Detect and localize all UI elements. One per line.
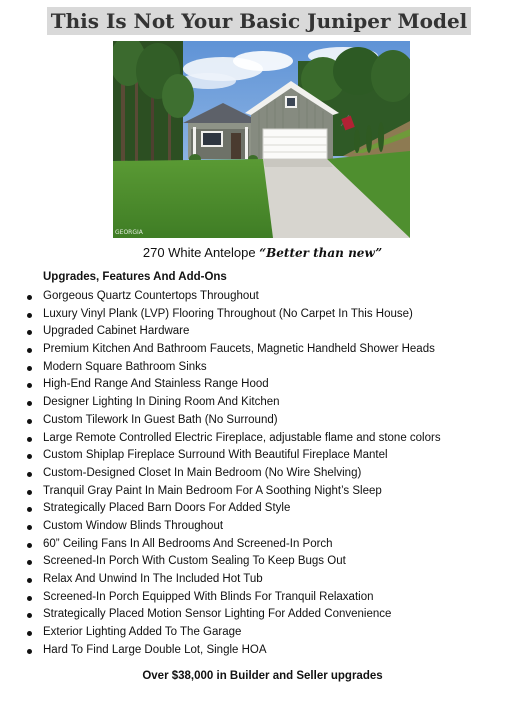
list-item-text: High-End Range And Stainless Range Hood: [43, 378, 269, 391]
list-item-text: Designer Lighting In Dining Room And Kitchen: [43, 396, 280, 409]
list-item-text: Upgraded Cabinet Hardware: [43, 325, 190, 338]
bullet-icon: [27, 631, 32, 636]
list-item-text: Screened-In Porch With Custom Sealing To Keep Bugs Out: [43, 555, 346, 568]
house-photo-illustration: [113, 41, 410, 238]
list-item-text: Custom Shiplap Fireplace Surround With Beautiful Fireplace Mantel: [43, 449, 388, 462]
listing-address: 270 White Antelope: [142, 245, 256, 260]
bullet-icon: [27, 313, 32, 318]
list-item-text: Large Remote Controlled Electric Fireplace, adjustable flame and stone colors: [43, 431, 441, 444]
bullet-icon: [27, 490, 32, 495]
list-item-text: Screened-In Porch Equipped With Blinds For Tranquil Relaxation: [43, 590, 374, 603]
photo-watermark: GEORGIA: [115, 229, 143, 236]
list-item-text: Strategically Placed Barn Doors For Added Style: [43, 502, 291, 515]
list-item-text: Relax And Unwind In The Included Hot Tub: [43, 573, 263, 585]
features-heading: Upgrades, Features And Add-Ons: [43, 271, 227, 283]
bullet-icon: [27, 437, 32, 442]
bullet-icon: [27, 525, 32, 530]
bullet-icon: [27, 401, 32, 406]
listing-title: [0, 245, 525, 260]
list-item-text: Custom Tilework In Guest Bath (No Surround): [43, 413, 278, 426]
bullet-icon: [27, 348, 32, 353]
bullet-icon: [27, 649, 32, 654]
bullet-icon: [27, 560, 32, 565]
list-item-text: Strategically Placed Motion Sensor Lighting For Added Convenience: [43, 608, 392, 621]
bullet-icon: [27, 507, 32, 512]
page-title: This Is Not Your Basic Juniper Model: [50, 9, 468, 33]
list-item-text: Exterior Lighting Added To The Garage: [43, 626, 242, 639]
bullet-icon: [27, 366, 32, 371]
list-item-text: Luxury Vinyl Plank (LVP) Flooring Throughout (No Carpet In This House): [43, 307, 413, 320]
list-item-text: Gorgeous Quartz Countertops Throughout: [43, 290, 259, 302]
list-item-text: Tranquil Gray Paint In Main Bedroom For A Soothing Night’s Sleep: [43, 484, 382, 497]
bullet-icon: [27, 472, 32, 477]
house-photo: [113, 41, 410, 238]
bullet-icon: [27, 613, 32, 618]
bullet-icon: [27, 454, 32, 459]
listing-tagline: “Better than new”: [259, 246, 383, 260]
bullet-icon: [27, 383, 32, 388]
list-item-text: Hard To Find Large Double Lot, Single HOA: [43, 643, 267, 656]
bullet-icon: [27, 596, 32, 601]
list-item-text: Modern Square Bathroom Sinks: [43, 360, 207, 373]
list-item-text: Custom Window Blinds Throughout: [43, 519, 224, 532]
upgrades-summary: Over $38,000 in Builder and Seller upgrades: [142, 670, 383, 682]
list-item-text: Custom-Designed Closet In Main Bedroom (No Wire Shelving): [43, 466, 362, 479]
bullet-icon: [27, 295, 32, 300]
bullet-icon: [27, 330, 32, 335]
bullet-icon: [27, 543, 32, 548]
list-item-text: Premium Kitchen And Bathroom Faucets, Magnetic Handheld Shower Heads: [43, 343, 435, 356]
bullet-icon: [27, 419, 32, 424]
list-item-text: 60” Ceiling Fans In All Bedrooms And Screened-In Porch: [43, 537, 333, 550]
title-banner: [47, 7, 471, 35]
bullet-icon: [27, 578, 32, 583]
